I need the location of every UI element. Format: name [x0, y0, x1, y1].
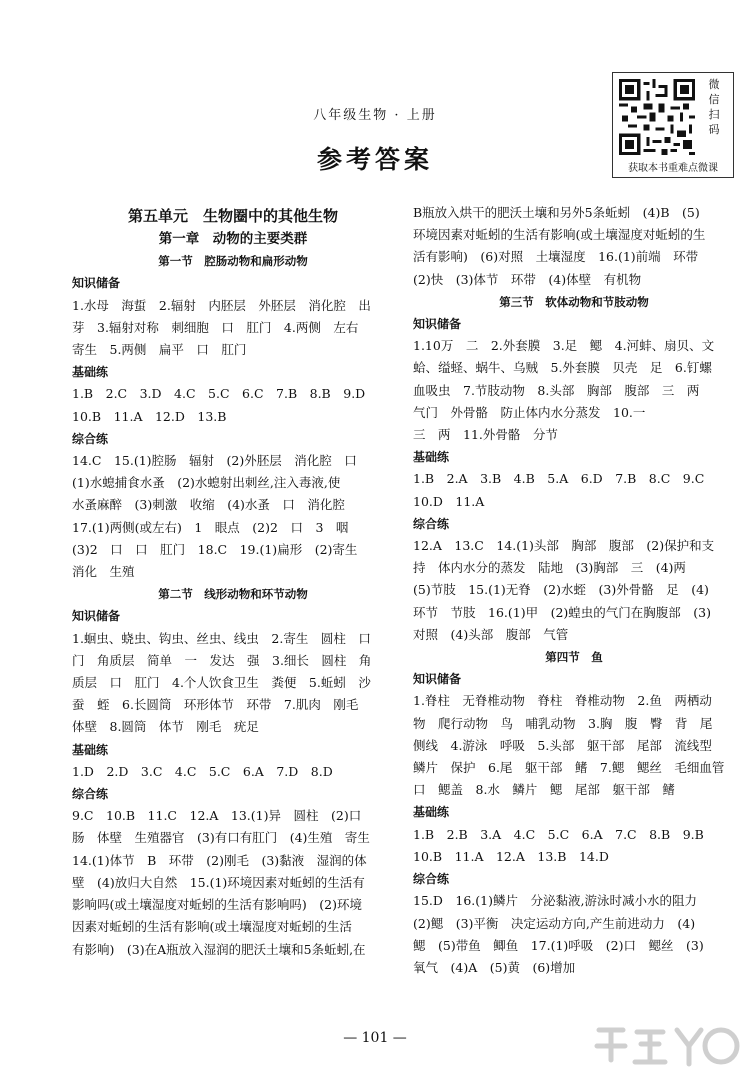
section-title: 第四节 鱼: [545, 650, 603, 665]
answer-line: 1.蛔虫、蛲虫、钩虫、丝虫、线虫 2.寄生 圆柱 口: [72, 630, 371, 646]
answer-line: 14.C 15.(1)腔肠 辐射 (2)外胚层 消化腔 口: [72, 453, 357, 469]
subsection-heading: 综合练: [413, 872, 450, 887]
answer-line: 肠 体壁 生殖器官 (3)有口有肛门 (4)生殖 寄生: [72, 830, 370, 846]
answer-line: 环境因素对蚯蚓的生活有影响(或土壤湿度对蚯蚓的生: [413, 227, 706, 243]
answer-line: 氧气 (4)A (5)黄 (6)增加: [413, 959, 576, 975]
subsection-heading: 知识储备: [72, 609, 121, 624]
page-number: — 101 —: [343, 1030, 407, 1046]
answer-line: 1.脊柱 无脊椎动物 脊柱 脊椎动物 2.鱼 两栖动: [413, 693, 712, 709]
answer-line: 体壁 8.圆筒 体节 刚毛 疣足: [72, 719, 259, 735]
answer-line: 10.B 11.A 12.A 13.B 14.D: [413, 848, 609, 864]
answer-line: 三 两 11.外骨骼 分节: [413, 427, 558, 443]
answer-line: 芽 3.辐射对称 刺细胞 口 肛门 4.两侧 左右: [72, 319, 359, 335]
subsection-heading: 基础练: [413, 450, 450, 465]
answer-line: 消化 生殖: [72, 564, 135, 580]
answer-line: B瓶放入烘干的肥沃土壤和另外5条蚯蚓 (4)B (5): [413, 205, 700, 220]
answer-line: 口 鳃盖 8.水 鳞片 鳃 尾部 躯干部 鳍: [413, 782, 675, 798]
site-watermark-logo: [585, 1018, 745, 1082]
answer-line: (1)水螅捕食水蚤 (2)水螅射出刺丝,注入毒液,使: [72, 475, 341, 491]
answer-line: 对照 (4)头部 腹部 气管: [413, 626, 569, 642]
answer-line: (3)2 口 口 肛门 18.C 19.(1)扁形 (2)寄生: [72, 541, 358, 557]
section-title: 第三节 软体动物和节肢动物: [499, 294, 649, 309]
answer-line: 14.(1)体节 B 环带 (2)刚毛 (3)黏液 湿润的体: [72, 852, 367, 868]
answers-left-column: [72, 204, 394, 961]
book-title: 八年级生物 · 上册: [313, 108, 437, 123]
answer-line: (2)鳃 (3)平衡 决定运动方向,产生前进动力 (4): [413, 915, 696, 931]
answer-line: 1.10万 二 2.外套膜 3.足 鳃 4.河蚌、扇贝、文: [413, 338, 715, 354]
chapter-title: 第一章 动物的主要类群: [158, 231, 308, 247]
answer-line: 15.D 16.(1)鳞片 分泌黏液,游泳时减小水的阻力: [413, 893, 697, 909]
answer-line: 1.B 2.A 3.B 4.B 5.A 6.D 7.B 8.C 9.C: [413, 471, 705, 487]
subsection-heading: 综合练: [72, 787, 109, 802]
answer-line: 侧线 4.游泳 呼吸 5.头部 躯干部 尾部 流线型: [413, 737, 712, 753]
answer-line: 气门 外骨骼 防止体内水分蒸发 10.一: [413, 404, 646, 420]
answer-line: 10.B 11.A 12.D 13.B: [72, 408, 227, 424]
answer-line: 因素对蚯蚓的生活有影响(或土壤湿度对蚯蚓的生活: [72, 919, 352, 935]
answer-line: 持 体内水分的蒸发 陆地 (3)胸部 三 (4)两: [413, 560, 686, 576]
answer-line: (2)快 (3)体节 环带 (4)体壁 有机物: [413, 271, 642, 287]
subsection-heading: 知识储备: [413, 672, 462, 687]
answer-line: 血吸虫 7.节肢动物 8.头部 胸部 腹部 三 两: [413, 382, 700, 398]
answer-line: 有影响) (3)在A瓶放入湿润的肥沃土壤和5条蚯蚓,在: [72, 941, 366, 957]
answer-line: 17.(1)两侧(或左右) 1 眼点 (2)2 口 3 咽: [72, 519, 349, 535]
answer-line: 质层 口 肛门 4.个人饮食卫生 粪便 5.蚯蚓 沙: [72, 675, 371, 691]
qr-side-text: 微 信 扫 码: [708, 78, 720, 136]
unit-title: 第五单元 生物圈中的其他生物: [127, 207, 338, 225]
subsection-heading: 综合练: [413, 516, 450, 531]
answer-line: 水蚤麻醉 (3)刺激 收缩 (4)水蚤 口 消化腔: [72, 497, 345, 513]
answer-line: 壁 (4)放归大自然 15.(1)环境因素对蚯蚓的生活有: [72, 874, 365, 890]
answer-line: 鳞片 保护 6.尾 躯干部 鳍 7.鳃 鳃丝 毛细血管: [413, 760, 725, 776]
page-title: 参考答案: [316, 145, 433, 174]
qr-code-icon[interactable]: [619, 79, 695, 155]
answer-line: 门 角质层 简单 一 发达 强 3.细长 圆柱 角: [72, 652, 372, 668]
qr-caption: 获取本书重难点微课: [628, 163, 718, 174]
answer-line: 环节 节肢 16.(1)甲 (2)蝗虫的气门在胸腹部 (3): [413, 604, 711, 620]
subsection-heading: 综合练: [72, 431, 109, 446]
answer-line: 1.B 2.B 3.A 4.C 5.C 6.A 7.C 8.B 9.B: [413, 826, 704, 842]
answer-line: 鳃 (5)带鱼 鲫鱼 17.(1)呼吸 (2)口 鳃丝 (3): [413, 937, 704, 953]
answer-line: 10.D 11.A: [413, 493, 485, 509]
answer-line: 1.D 2.D 3.C 4.C 5.C 6.A 7.D 8.D: [72, 763, 333, 779]
subsection-heading: 知识储备: [413, 317, 462, 332]
answer-line: 1.B 2.C 3.D 4.C 5.C 6.C 7.B 8.B 9.D: [72, 386, 366, 402]
answer-line: 蚕 蛭 6.长圆筒 环形体节 环带 7.肌肉 刚毛: [72, 697, 359, 713]
qr-panel[interactable]: [612, 72, 734, 178]
answer-line: 寄生 5.两侧 扁平 口 肛门: [72, 342, 247, 358]
answer-line: 物 爬行动物 鸟 哺乳动物 3.胸 腹 臀 背 尾: [413, 715, 713, 731]
answer-line: (5)节肢 15.(1)无脊 (2)水蛭 (3)外骨骼 足 (4): [413, 582, 709, 598]
answer-line: 9.C 10.B 11.C 12.A 13.(1)异 圆柱 (2)口: [72, 808, 362, 824]
subsection-heading: 知识储备: [72, 276, 121, 291]
answer-line: 活有影响) (6)对照 土壤湿度 16.(1)前端 环带: [413, 249, 699, 265]
subsection-heading: 基础练: [72, 742, 109, 757]
answers-right-column: [413, 202, 735, 979]
answer-line: 影响吗(或土壤湿度对蚯蚓的生活有影响吗) (2)环境: [72, 897, 362, 913]
subsection-heading: 基础练: [413, 805, 450, 820]
section-title: 第二节 线形动物和环节动物: [158, 587, 308, 602]
section-title: 第一节 腔肠动物和扁形动物: [158, 254, 308, 269]
subsection-heading: 基础练: [72, 365, 109, 380]
answer-line: 1.水母 海蜇 2.辐射 内胚层 外胚层 消化腔 出: [72, 297, 371, 313]
answer-line: 12.A 13.C 14.(1)头部 胸部 腹部 (2)保护和支: [413, 538, 715, 554]
answer-line: 蛤、缢蛏、蜗牛、乌贼 5.外套膜 贝壳 足 6.钉螺: [413, 360, 712, 376]
